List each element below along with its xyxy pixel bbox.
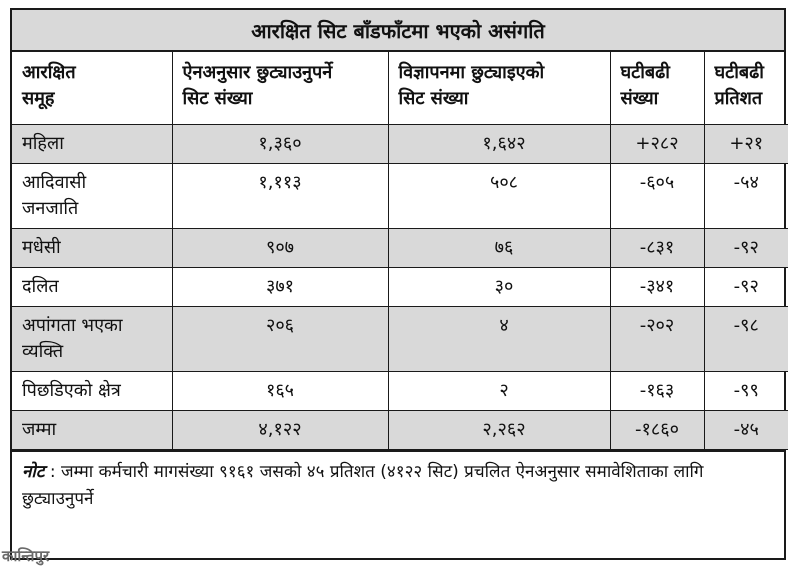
diff-count-cell: -३४१ bbox=[610, 267, 704, 306]
table-row bbox=[12, 163, 788, 228]
group-cell: जम्मा bbox=[12, 411, 172, 450]
publisher-watermark: कान्तिपुर bbox=[2, 547, 50, 565]
header-act-seats: ऐनअनुसार छुट्याउनुपर्ने सिट संख्या bbox=[172, 52, 388, 124]
diff-percent-cell: -५४ bbox=[704, 163, 788, 228]
advert-seats-cell: ७६ bbox=[388, 228, 610, 267]
act-seats-cell: १,३६० bbox=[172, 124, 388, 163]
diff-count-cell: +२८२ bbox=[610, 124, 704, 163]
act-seats-cell: १,११३ bbox=[172, 163, 388, 228]
table-title: आरक्षित सिट बाँडफाँटमा भएको असंगति bbox=[12, 10, 784, 52]
advert-seats-cell: ३० bbox=[388, 267, 610, 306]
diff-percent-cell: -९२ bbox=[704, 267, 788, 306]
table-row bbox=[12, 228, 788, 267]
act-seats-cell: २०६ bbox=[172, 306, 388, 371]
note-text: : जम्मा कर्मचारी मागसंख्या ९१६१ जसको ४५ प्रतिशत (४१२२ सिट) प्रचलित ऐनअनुसार समावेशिताका लागि छुट्याउनुपर्ने bbox=[22, 462, 704, 509]
total-row bbox=[12, 411, 788, 450]
note-label: नोट bbox=[22, 462, 45, 483]
advert-seats-cell: ५०८ bbox=[388, 163, 610, 228]
table-row bbox=[12, 267, 788, 306]
table-note bbox=[12, 450, 784, 519]
advert-seats-cell: २,२६२ bbox=[388, 411, 610, 450]
table-row bbox=[12, 306, 788, 371]
group-cell: आदिवासी जनजाति bbox=[12, 163, 172, 228]
header-advert-seats: विज्ञापनमा छुट्याइएको सिट संख्या bbox=[388, 52, 610, 124]
group-cell: दलित bbox=[12, 267, 172, 306]
header-group: आरक्षित समूह bbox=[12, 52, 172, 124]
diff-percent-cell: -९९ bbox=[704, 372, 788, 411]
diff-count-cell: -२०२ bbox=[610, 306, 704, 371]
reservation-table bbox=[12, 52, 788, 450]
group-cell: महिला bbox=[12, 124, 172, 163]
advert-seats-cell: ४ bbox=[388, 306, 610, 371]
diff-count-cell: -६०५ bbox=[610, 163, 704, 228]
diff-percent-cell: +२१ bbox=[704, 124, 788, 163]
advert-seats-cell: १,६४२ bbox=[388, 124, 610, 163]
diff-count-cell: -१६३ bbox=[610, 372, 704, 411]
group-cell: पिछडिएको क्षेत्र bbox=[12, 372, 172, 411]
act-seats-cell: ४,१२२ bbox=[172, 411, 388, 450]
table-row bbox=[12, 124, 788, 163]
act-seats-cell: ९०७ bbox=[172, 228, 388, 267]
diff-percent-cell: -९८ bbox=[704, 306, 788, 371]
group-cell: अपांगता भएका व्यक्ति bbox=[12, 306, 172, 371]
header-diff-percent: घटीबढी प्रतिशत bbox=[704, 52, 788, 124]
advert-seats-cell: २ bbox=[388, 372, 610, 411]
diff-percent-cell: -९२ bbox=[704, 228, 788, 267]
group-cell: मधेसी bbox=[12, 228, 172, 267]
act-seats-cell: ३७१ bbox=[172, 267, 388, 306]
header-row bbox=[12, 52, 788, 124]
header-diff-count: घटीबढी संख्या bbox=[610, 52, 704, 124]
diff-count-cell: -१८६० bbox=[610, 411, 704, 450]
diff-percent-cell: -४५ bbox=[704, 411, 788, 450]
act-seats-cell: १६५ bbox=[172, 372, 388, 411]
table-row bbox=[12, 372, 788, 411]
diff-count-cell: -८३१ bbox=[610, 228, 704, 267]
table-frame bbox=[10, 8, 786, 560]
